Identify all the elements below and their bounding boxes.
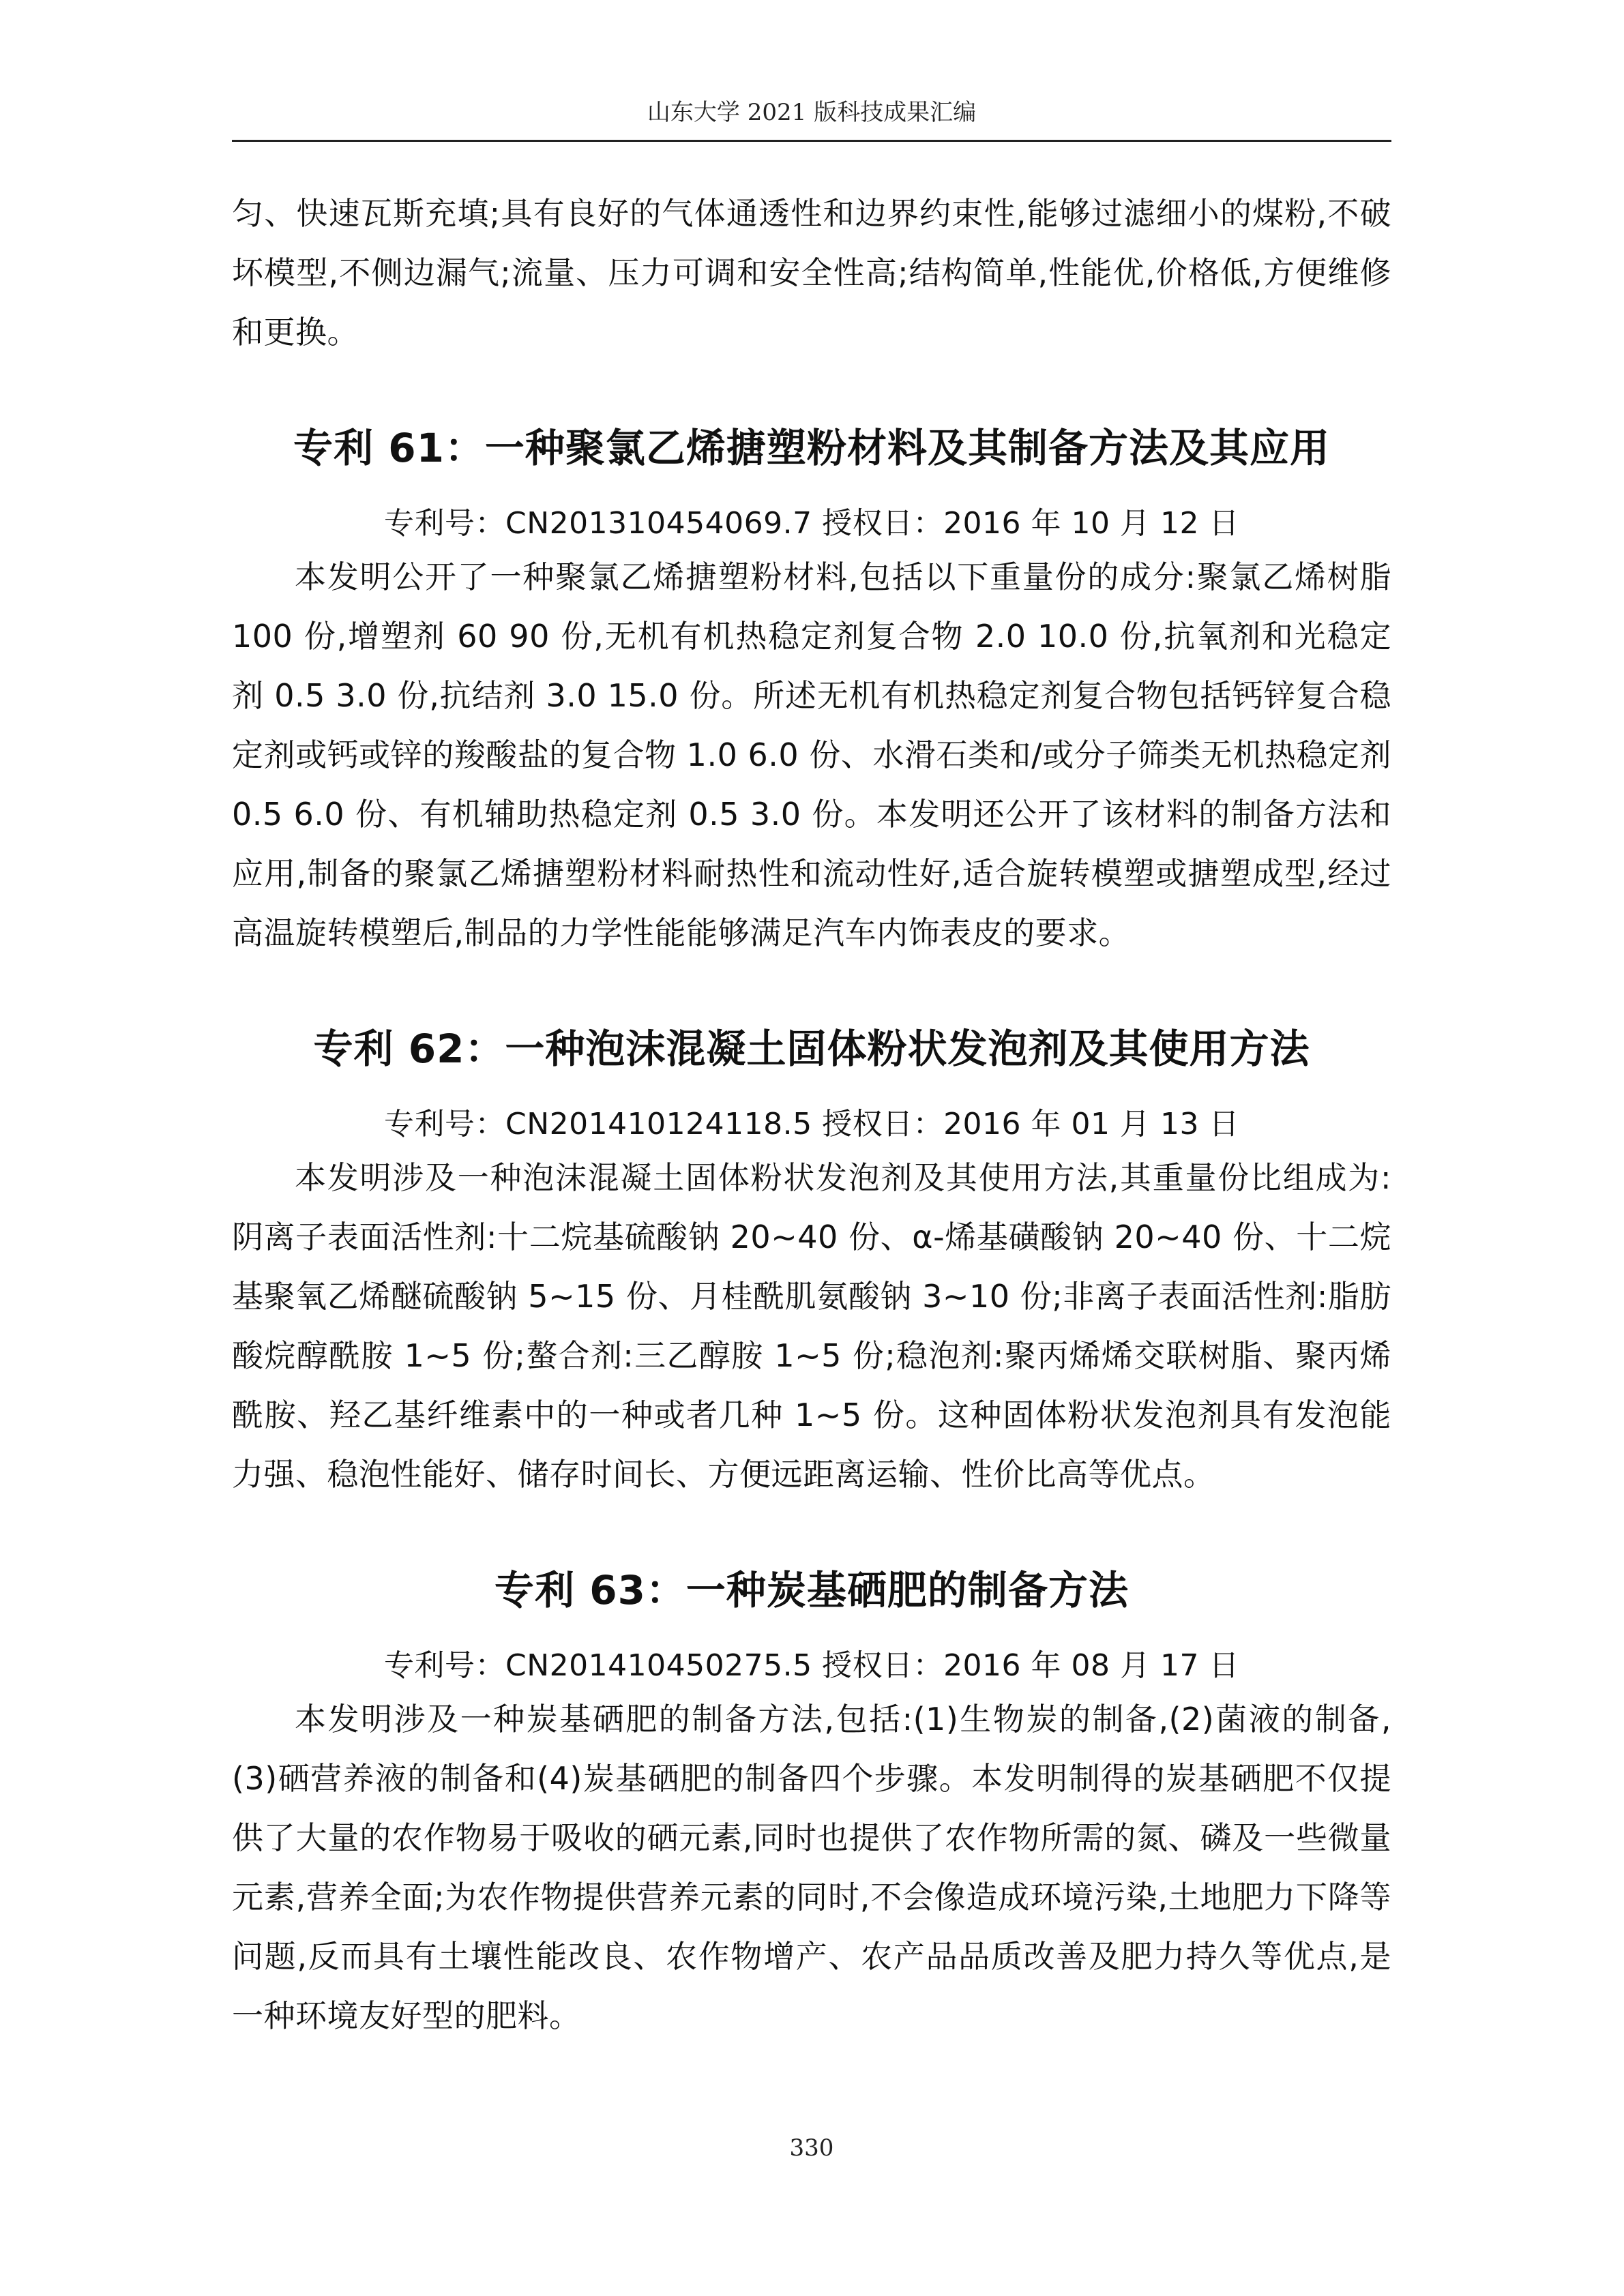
patent-abstract: 本发明涉及一种泡沫混凝土固体粉状发泡剂及其使用方法,其重量份比组成为:阴离子表面活性剂:十二烷基硫酸钠 20~40 份、α-烯基磺酸钠 20~40 份、十二烷基聚氧乙烯醚硫酸钠 5~15 份、月桂酰肌氨酸钠 3~10 份;非离子表面活性剂:脂肪酸烷醇酰胺 1~5 份;螯合剂:三乙醇胺 1~5 份;稳泡剂:聚丙烯烯交联树脂、聚丙烯酰胺、羟乙基纤维素中的一种或者几种 1~5 份。这种固体粉状发泡剂具有发泡能力强、稳泡性能好、储存时间长、方便远距离运输、性价比高等优点。 <box>232 1159 1391 1493</box>
patent-title: 专利 62：一种泡沫混凝土固体粉状发泡剂及其使用方法 <box>313 1026 1310 1072</box>
patent-title: 专利 61：一种聚氯乙烯搪塑粉材料及其制备方法及其应用 <box>293 425 1330 471</box>
header-divider <box>232 140 1391 142</box>
intro-paragraph: 匀、快速瓦斯充填;具有良好的气体通透性和边界约束性,能够过滤细小的煤粉,不破坏模型,不侧边漏气;流量、压力可调和安全性高;结构简单,性能优,价格低,方便维修和更换。 <box>232 195 1391 351</box>
patent-meta: 专利号：CN201410450275.5 授权日：2016 年 08 月 17 日 <box>384 1648 1239 1683</box>
patent-abstract: 本发明公开了一种聚氯乙烯搪塑粉材料,包括以下重量份的成分:聚氯乙烯树脂 100 份,增塑剂 60 90 份,无机有机热稳定剂复合物 2.0 10.0 份,抗氧剂和光稳定剂 0.5 3.0 份,抗结剂 3.0 15.0 份。所述无机有机热稳定剂复合物包括钙锌复合稳定剂或钙或锌的羧酸盐的复合物 1.0 6.0 份、水滑石类和/或分子筛类无机热稳定剂 0.5 6.0 份、有机辅助热稳定剂 0.5 3.0 份。本发明还公开了该材料的制备方法和应用,制备的聚氯乙烯搪塑粉材料耐热性和流动性好,适合旋转模塑或搪塑成型,经过高温旋转模塑后,制品的力学性能能够满足汽车内饰表皮的要求。 <box>232 558 1391 951</box>
patent-title: 专利 63：一种炭基硒肥的制备方法 <box>494 1567 1129 1613</box>
running-header: 山东大学 2021 版科技成果汇编 <box>647 99 977 126</box>
patent-meta: 专利号：CN201410124118.5 授权日：2016 年 01 月 13 日 <box>384 1107 1239 1142</box>
patent-61-section <box>232 421 1391 963</box>
page-content <box>232 184 1391 2046</box>
patent-meta: 专利号：CN201310454069.7 授权日：2016 年 10 月 12 日 <box>384 506 1239 541</box>
page-number: 330 <box>789 2134 834 2162</box>
patent-abstract: 本发明涉及一种炭基硒肥的制备方法,包括:(1)生物炭的制备,(2)菌液的制备,(3)硒营养液的制备和(4)炭基硒肥的制备四个步骤。本发明制得的炭基硒肥不仅提供了大量的农作物易于吸收的硒元素,同时也提供了农作物所需的氮、磷及一些微量元素,营养全面;为农作物提供营养元素的同时,不会像造成环境污染,土地肥力下降等问题,反而具有土壤性能改良、农作物增产、农产品品质改善及肥力持久等优点,是一种环境友好型的肥料。 <box>232 1701 1391 2034</box>
patent-63-section <box>232 1563 1391 2046</box>
patent-62-section <box>232 1022 1391 1504</box>
